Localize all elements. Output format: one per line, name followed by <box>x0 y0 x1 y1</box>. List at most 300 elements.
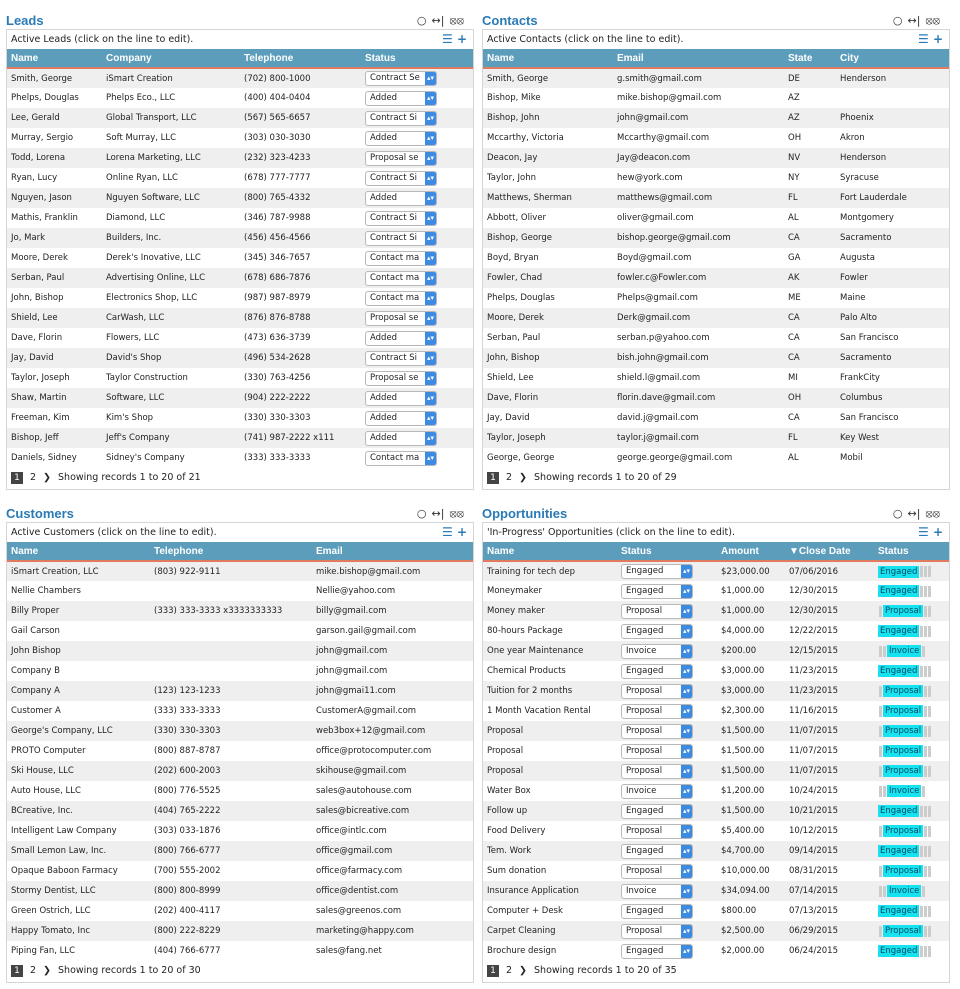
page-1-button[interactable]: 1 <box>487 965 499 977</box>
customers-cell <box>150 581 312 601</box>
opportunities-cell: $1,000.00 <box>717 601 785 621</box>
status-select[interactable] <box>365 431 437 446</box>
status-select[interactable] <box>365 271 437 286</box>
list-icon[interactable]: ☰ <box>441 525 453 539</box>
status-select-value: Engaged <box>626 665 664 676</box>
contacts-row[interactable] <box>483 208 949 228</box>
leads-row[interactable] <box>7 108 473 128</box>
customers-row[interactable] <box>7 561 473 581</box>
status-step <box>922 786 925 797</box>
comment-icon[interactable]: ○ <box>892 507 903 520</box>
leads-cell: CarWash, LLC <box>102 308 240 328</box>
status-select[interactable] <box>365 71 437 86</box>
customers-col-header[interactable]: Email <box>312 542 473 561</box>
contacts-table <box>483 49 949 468</box>
status-select-value: Added <box>370 132 398 143</box>
status-step <box>879 706 882 717</box>
contacts-col-header[interactable]: Email <box>613 49 784 68</box>
contacts-row[interactable] <box>483 348 949 368</box>
status-select[interactable] <box>365 391 437 406</box>
contacts-cell: bishop.george@gmail.com <box>613 228 784 248</box>
contacts-cell: Sacramento <box>836 228 949 248</box>
status-select[interactable] <box>365 351 437 366</box>
opportunities-row[interactable] <box>483 861 949 881</box>
list-icon[interactable]: ☰ <box>917 525 929 539</box>
status-select[interactable] <box>621 564 693 579</box>
resize-icon[interactable]: ↔| <box>431 507 445 520</box>
status-select[interactable] <box>621 784 693 799</box>
contacts-subtitle: Active Contacts (click on the line to edit). <box>487 34 684 45</box>
status-select[interactable] <box>621 824 693 839</box>
status-step <box>922 646 925 657</box>
contacts-row[interactable] <box>483 408 949 428</box>
status-step <box>924 946 927 957</box>
plus-icon[interactable]: + <box>456 525 467 539</box>
status-select[interactable] <box>365 191 437 206</box>
leads-status-cell <box>361 348 473 368</box>
customers-row[interactable] <box>7 581 473 601</box>
opportunities-status-cell <box>617 921 717 941</box>
opportunities-row[interactable] <box>483 561 949 581</box>
leads-cell: Jay, David <box>7 348 102 368</box>
contacts-row[interactable] <box>483 428 949 448</box>
plus-icon[interactable]: + <box>932 32 943 46</box>
leads-status-cell <box>361 328 473 348</box>
opportunities-row[interactable] <box>483 661 949 681</box>
contacts-row[interactable] <box>483 448 949 468</box>
customers-cell: Nellie Chambers <box>7 581 150 601</box>
contacts-row[interactable] <box>483 88 949 108</box>
circle-arrow-icon[interactable]: ⦻⦻ <box>449 14 464 27</box>
contacts-row[interactable] <box>483 148 949 168</box>
opportunities-cell: $2,000.00 <box>717 941 785 961</box>
customers-tbody <box>7 561 473 961</box>
list-icon[interactable]: ☰ <box>441 32 453 46</box>
customers-row[interactable] <box>7 941 473 961</box>
resize-icon[interactable]: ↔| <box>907 14 921 27</box>
status-select[interactable] <box>621 904 693 919</box>
customers-cell: office@dentist.com <box>312 881 473 901</box>
status-select[interactable] <box>365 91 437 106</box>
status-select[interactable] <box>365 411 437 426</box>
status-select-value: Contract Si <box>370 352 418 363</box>
leads-row[interactable] <box>7 188 473 208</box>
customers-row[interactable] <box>7 881 473 901</box>
opportunities-row[interactable] <box>483 801 949 821</box>
status-select[interactable] <box>621 804 693 819</box>
leads-row[interactable] <box>7 448 473 468</box>
opportunities-status-cell <box>617 641 717 661</box>
opportunities-cell: Proposal <box>483 761 617 781</box>
leads-cell: Murray, Sergio <box>7 128 102 148</box>
status-select[interactable] <box>621 704 693 719</box>
page-1-button[interactable]: 1 <box>487 472 499 484</box>
status-badge: Engaged <box>880 806 918 816</box>
opportunities-row[interactable] <box>483 781 949 801</box>
status-step <box>928 626 931 637</box>
select-arrow-icon: ▴▾ <box>681 785 692 798</box>
opportunities-cell: $1,500.00 <box>717 721 785 741</box>
opportunities-stage-cell <box>874 701 949 721</box>
customers-row[interactable] <box>7 621 473 641</box>
opportunities-title: Opportunities <box>482 506 568 521</box>
opportunities-table <box>483 542 949 961</box>
contacts-controls <box>893 15 940 27</box>
contacts-col-header[interactable]: State <box>784 49 836 68</box>
customers-row[interactable] <box>7 601 473 621</box>
opportunities-stage-cell <box>874 841 949 861</box>
leads-col-header[interactable]: Company <box>102 49 240 68</box>
select-arrow-icon: ▴▾ <box>681 585 692 598</box>
leads-tbody <box>7 68 473 468</box>
select-arrow-icon: ▴▾ <box>681 605 692 618</box>
next-page-icon[interactable]: ❯ <box>519 472 528 483</box>
customers-controls <box>417 508 464 520</box>
opportunities-row[interactable] <box>483 581 949 601</box>
opportunities-cell: One year Maintenance <box>483 641 617 661</box>
status-badge: Invoice <box>889 786 920 796</box>
select-arrow-icon: ▴▾ <box>425 332 436 345</box>
status-select[interactable] <box>621 864 693 879</box>
contacts-cell: DE <box>784 68 836 88</box>
comment-icon[interactable]: ○ <box>892 14 903 27</box>
opportunities-col-header[interactable]: Status <box>874 542 949 561</box>
opportunities-stage-cell <box>874 821 949 841</box>
status-badge: Engaged <box>880 666 918 676</box>
status-select-value: Proposal <box>626 725 663 736</box>
resize-icon[interactable]: ↔| <box>907 507 921 520</box>
opportunities-controls <box>893 508 940 520</box>
comment-icon[interactable]: ○ <box>416 14 427 27</box>
contacts-tbody <box>483 68 949 468</box>
customers-row[interactable] <box>7 721 473 741</box>
customers-row[interactable] <box>7 841 473 861</box>
contacts-cell: Phoenix <box>836 108 949 128</box>
page-2-button[interactable]: 2 <box>30 472 37 483</box>
opportunities-row[interactable] <box>483 741 949 761</box>
customers-cell: Company A <box>7 681 150 701</box>
status-select[interactable] <box>365 171 437 186</box>
leads-row[interactable] <box>7 288 473 308</box>
contacts-cell: Fort Lauderdale <box>836 188 949 208</box>
contacts-row[interactable] <box>483 388 949 408</box>
customers-cell: Small Lemon Law, Inc. <box>7 841 150 861</box>
status-step <box>928 826 931 837</box>
opportunities-row[interactable] <box>483 881 949 901</box>
leads-cell: Builders, Inc. <box>102 228 240 248</box>
status-select[interactable] <box>365 451 437 466</box>
contacts-row[interactable] <box>483 288 949 308</box>
status-badge: Engaged <box>880 626 918 636</box>
contacts-cell: NV <box>784 148 836 168</box>
contacts-cell: Mobil <box>836 448 949 468</box>
status-badge: Proposal <box>885 826 922 836</box>
resize-icon[interactable]: ↔| <box>431 14 445 27</box>
status-select[interactable] <box>365 331 437 346</box>
contacts-row[interactable] <box>483 248 949 268</box>
leads-cell: John, Bishop <box>7 288 102 308</box>
leads-col-header[interactable]: Status <box>361 49 473 68</box>
status-step <box>879 786 882 797</box>
next-page-icon[interactable]: ❯ <box>43 472 52 483</box>
status-select[interactable] <box>621 924 693 939</box>
leads-row[interactable] <box>7 348 473 368</box>
customers-row[interactable] <box>7 681 473 701</box>
circle-arrow-icon[interactable]: ⦻⦻ <box>925 14 940 27</box>
leads-box <box>6 29 474 490</box>
status-select-value: Added <box>370 392 398 403</box>
customers-row[interactable] <box>7 921 473 941</box>
contacts-cell: AK <box>784 268 836 288</box>
status-select[interactable] <box>621 584 693 599</box>
customers-cell: Customer A <box>7 701 150 721</box>
status-select-value: Contact ma <box>370 252 420 263</box>
status-step <box>928 766 931 777</box>
contacts-cell: Bishop, George <box>483 228 613 248</box>
customers-col-header[interactable]: Name <box>7 542 150 561</box>
status-select[interactable] <box>365 371 437 386</box>
opportunities-col-header[interactable]: Amount <box>717 542 785 561</box>
opportunities-row[interactable] <box>483 941 949 961</box>
opportunities-stage-cell <box>874 741 949 761</box>
page-2-button[interactable]: 2 <box>506 472 513 483</box>
status-step <box>924 746 927 757</box>
leads-cell: iSmart Creation <box>102 68 240 88</box>
next-page-icon[interactable]: ❯ <box>519 965 528 976</box>
leads-title: Leads <box>6 13 44 28</box>
opportunities-cell: $1,000.00 <box>717 581 785 601</box>
leads-row[interactable] <box>7 308 473 328</box>
leads-row[interactable] <box>7 148 473 168</box>
contacts-row[interactable] <box>483 128 949 148</box>
opportunities-row[interactable] <box>483 921 949 941</box>
customers-row[interactable] <box>7 701 473 721</box>
page-2-button[interactable]: 2 <box>506 965 513 976</box>
status-select[interactable] <box>621 764 693 779</box>
leads-col-header[interactable]: Name <box>7 49 102 68</box>
status-select[interactable] <box>365 131 437 146</box>
list-icon[interactable]: ☰ <box>917 32 929 46</box>
opportunities-stage-cell <box>874 921 949 941</box>
customers-row[interactable] <box>7 801 473 821</box>
opportunities-col-header[interactable]: ▼Close Date <box>785 542 874 561</box>
contacts-col-header[interactable]: Name <box>483 49 613 68</box>
opportunities-row[interactable] <box>483 901 949 921</box>
leads-row[interactable] <box>7 128 473 148</box>
customers-cell: iSmart Creation, LLC <box>7 561 150 581</box>
status-select[interactable] <box>365 111 437 126</box>
status-select[interactable] <box>621 724 693 739</box>
leads-row[interactable] <box>7 428 473 448</box>
contacts-row[interactable] <box>483 108 949 128</box>
opportunities-cell: Water Box <box>483 781 617 801</box>
status-select[interactable] <box>365 211 437 226</box>
leads-cell: (702) 800-1000 <box>240 68 361 88</box>
leads-row[interactable] <box>7 368 473 388</box>
customers-row[interactable] <box>7 861 473 881</box>
page-2-button[interactable]: 2 <box>30 965 37 976</box>
customers-row[interactable] <box>7 901 473 921</box>
status-select-value: Engaged <box>626 585 664 596</box>
contacts-cell: Serban, Paul <box>483 328 613 348</box>
status-select[interactable] <box>621 944 693 959</box>
opportunities-status-cell <box>617 661 717 681</box>
plus-icon[interactable]: + <box>456 32 467 46</box>
status-select[interactable] <box>365 251 437 266</box>
status-step <box>920 626 923 637</box>
customers-cell: john@gmail.com <box>312 661 473 681</box>
leads-cell: Todd, Lorena <box>7 148 102 168</box>
status-step <box>879 826 882 837</box>
contacts-cell: San Francisco <box>836 328 949 348</box>
select-arrow-icon: ▴▾ <box>681 865 692 878</box>
leads-cell: (876) 876-8788 <box>240 308 361 328</box>
status-select-value: Invoice <box>626 885 657 896</box>
opportunities-col-header[interactable]: Name <box>483 542 617 561</box>
contacts-cell: Palo Alto <box>836 308 949 328</box>
opportunities-row[interactable] <box>483 681 949 701</box>
status-select[interactable] <box>621 644 693 659</box>
contacts-row[interactable] <box>483 68 949 88</box>
opportunities-row[interactable] <box>483 641 949 661</box>
status-select[interactable] <box>365 311 437 326</box>
customers-row[interactable] <box>7 761 473 781</box>
status-select[interactable] <box>621 684 693 699</box>
leads-cell: Moore, Derek <box>7 248 102 268</box>
opportunities-status-cell <box>617 861 717 881</box>
status-select[interactable] <box>621 844 693 859</box>
customers-cell: Gail Carson <box>7 621 150 641</box>
contacts-cell: Akron <box>836 128 949 148</box>
status-step <box>924 766 927 777</box>
opportunities-status-cell <box>617 761 717 781</box>
leads-status-cell <box>361 428 473 448</box>
leads-status-cell <box>361 228 473 248</box>
leads-cell: Sidney's Company <box>102 448 240 468</box>
status-select-value: Invoice <box>626 645 657 656</box>
next-page-icon[interactable]: ❯ <box>43 965 52 976</box>
customers-row[interactable] <box>7 661 473 681</box>
leads-subtitle-bar <box>7 30 473 49</box>
customers-row[interactable] <box>7 641 473 661</box>
leads-row[interactable] <box>7 68 473 88</box>
status-select-value: Added <box>370 92 398 103</box>
leads-row[interactable] <box>7 208 473 228</box>
contacts-cell: CA <box>784 408 836 428</box>
leads-row[interactable] <box>7 168 473 188</box>
status-select[interactable] <box>365 231 437 246</box>
leads-row[interactable] <box>7 328 473 348</box>
status-select-value: Added <box>370 332 398 343</box>
contacts-col-header[interactable]: City <box>836 49 949 68</box>
leads-cell: (400) 404-0404 <box>240 88 361 108</box>
contacts-cell: serban.p@yahoo.com <box>613 328 784 348</box>
customers-cell: (333) 333-3333 <box>150 701 312 721</box>
customers-row[interactable] <box>7 821 473 841</box>
leads-col-header[interactable]: Telephone <box>240 49 361 68</box>
status-badge: Proposal <box>885 866 922 876</box>
opportunities-row[interactable] <box>483 621 949 641</box>
leads-cell: Bishop, Jeff <box>7 428 102 448</box>
page-1-button[interactable]: 1 <box>11 965 23 977</box>
customers-cell: (202) 600-2003 <box>150 761 312 781</box>
leads-row[interactable] <box>7 408 473 428</box>
contacts-cell: FrankCity <box>836 368 949 388</box>
contacts-row[interactable] <box>483 188 949 208</box>
leads-status-cell <box>361 388 473 408</box>
customers-col-header[interactable]: Telephone <box>150 542 312 561</box>
status-select-value: Proposal <box>626 925 663 936</box>
opportunities-row[interactable] <box>483 821 949 841</box>
circle-arrow-icon[interactable]: ⦻⦻ <box>449 507 464 520</box>
opportunities-row[interactable] <box>483 601 949 621</box>
leads-status-cell <box>361 368 473 388</box>
customers-row[interactable] <box>7 781 473 801</box>
contacts-row[interactable] <box>483 228 949 248</box>
opportunities-col-header[interactable]: Status <box>617 542 717 561</box>
contacts-cell: Moore, Derek <box>483 308 613 328</box>
status-select[interactable] <box>621 744 693 759</box>
contacts-row[interactable] <box>483 328 949 348</box>
page-1-button[interactable]: 1 <box>11 472 23 484</box>
leads-cell: (678) 777-7777 <box>240 168 361 188</box>
leads-row[interactable] <box>7 88 473 108</box>
opportunities-status-cell <box>617 621 717 641</box>
status-select[interactable] <box>365 291 437 306</box>
opportunities-row[interactable] <box>483 761 949 781</box>
contacts-cell: GA <box>784 248 836 268</box>
leads-row[interactable] <box>7 228 473 248</box>
leads-row[interactable] <box>7 388 473 408</box>
contacts-row[interactable] <box>483 368 949 388</box>
contacts-row[interactable] <box>483 168 949 188</box>
status-select[interactable] <box>621 604 693 619</box>
status-select[interactable] <box>621 664 693 679</box>
leads-row[interactable] <box>7 248 473 268</box>
status-step <box>879 686 882 697</box>
status-select[interactable] <box>621 624 693 639</box>
opportunities-row[interactable] <box>483 701 949 721</box>
status-step <box>924 806 927 817</box>
plus-icon[interactable]: + <box>932 525 943 539</box>
comment-icon[interactable]: ○ <box>416 507 427 520</box>
contacts-cell: john@gmail.com <box>613 108 784 128</box>
leads-cell: Global Transport, LLC <box>102 108 240 128</box>
opportunities-cell: $2,500.00 <box>717 921 785 941</box>
status-step <box>879 886 882 897</box>
customers-cell: (404) 766-6777 <box>150 941 312 961</box>
status-select-value: Proposal <box>626 605 663 616</box>
status-step <box>924 626 927 637</box>
opportunities-status-cell <box>617 701 717 721</box>
contacts-row[interactable] <box>483 308 949 328</box>
customers-cell: BCreative, Inc. <box>7 801 150 821</box>
status-step <box>928 586 931 597</box>
contacts-row[interactable] <box>483 268 949 288</box>
status-step <box>879 606 882 617</box>
opportunities-row[interactable] <box>483 841 949 861</box>
customers-row[interactable] <box>7 741 473 761</box>
status-select[interactable] <box>621 884 693 899</box>
leads-row[interactable] <box>7 268 473 288</box>
circle-arrow-icon[interactable]: ⦻⦻ <box>925 507 940 520</box>
contacts-cell: FL <box>784 428 836 448</box>
status-select[interactable] <box>365 151 437 166</box>
opportunities-stage-cell <box>874 801 949 821</box>
opportunities-row[interactable] <box>483 721 949 741</box>
contacts-cell: FL <box>784 188 836 208</box>
status-select-value: Engaged <box>626 845 664 856</box>
